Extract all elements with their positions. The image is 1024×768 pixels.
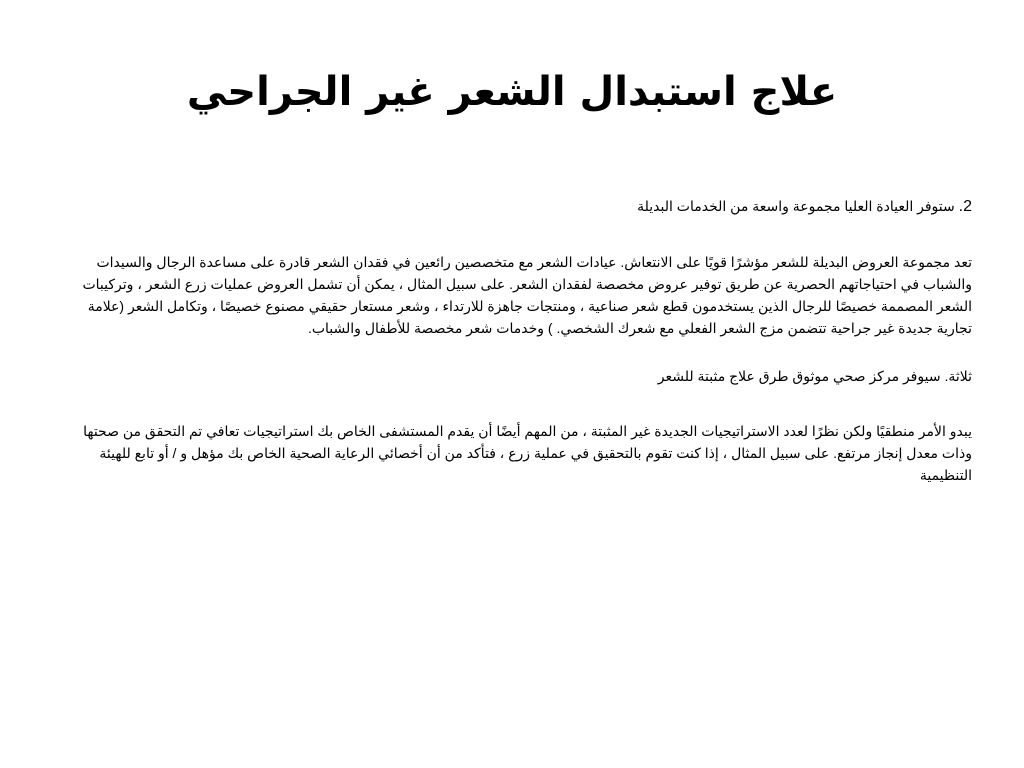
slide-title: علاج استبدال الشعر غير الجراحي xyxy=(186,69,838,115)
paragraph-proven-strategies: يبدو الأمر منطقيًا ولكن نظرًا لعدد الاستراتيجيات الجديدة غير المثبتة ، من المهم أيضًا أن يقدم المستشفى الخاص بك استراتيجيات تعافي تم التحقق من صحتها وذات معدل إنجاز مرتفع. على سبيل المثال ، إذا كنت تقوم بالتحقيق في عملية زرع ، فتأكد من أن أخصائي الرعاية الصحية الخاص بك مؤهل و / أو تابع للهيئة التنظيمية xyxy=(83,423,972,483)
slide-content xyxy=(78,195,972,512)
paragraph-number: 2. xyxy=(958,198,972,215)
paragraph-text: ستوفر العيادة العليا مجموعة واسعة من الخدمات البديلة xyxy=(637,198,955,214)
paragraph-point-2 xyxy=(78,195,972,218)
paragraph-point-3: ثلاثة. سيوفر مركز صحي موثوق طرق علاج مثبتة للشعر xyxy=(657,368,972,384)
paragraph-hair-offers: تعد مجموعة العروض البديلة للشعر مؤشرًا قويًا على الانتعاش. عيادات الشعر مع متخصصين رائعين في فقدان الشعر قادرة على مساعدة الرجال والسيدات والشباب في احتياجاتهم الحصرية عن طريق توفير عروض مخصصة لفقدان الشعر. على سبيل المثال ، يمكن أن تشمل العروض عمليات زرع الشعر ، وتركيبات الشعر المصممة خصيصًا للرجال الذين يستخدمون قطع شعر صناعية ، ومنتجات جاهزة للارتداء ، وشعر مستعار حقيقي مصنوع خصيصًا ، وتكامل الشعر (علامة تجارية جديدة غير جراحية تتضمن مزج الشعر الفعلي مع شعرك الشخصي. ) وخدمات شعر مخصصة للأطفال والشباب. xyxy=(82,254,972,336)
